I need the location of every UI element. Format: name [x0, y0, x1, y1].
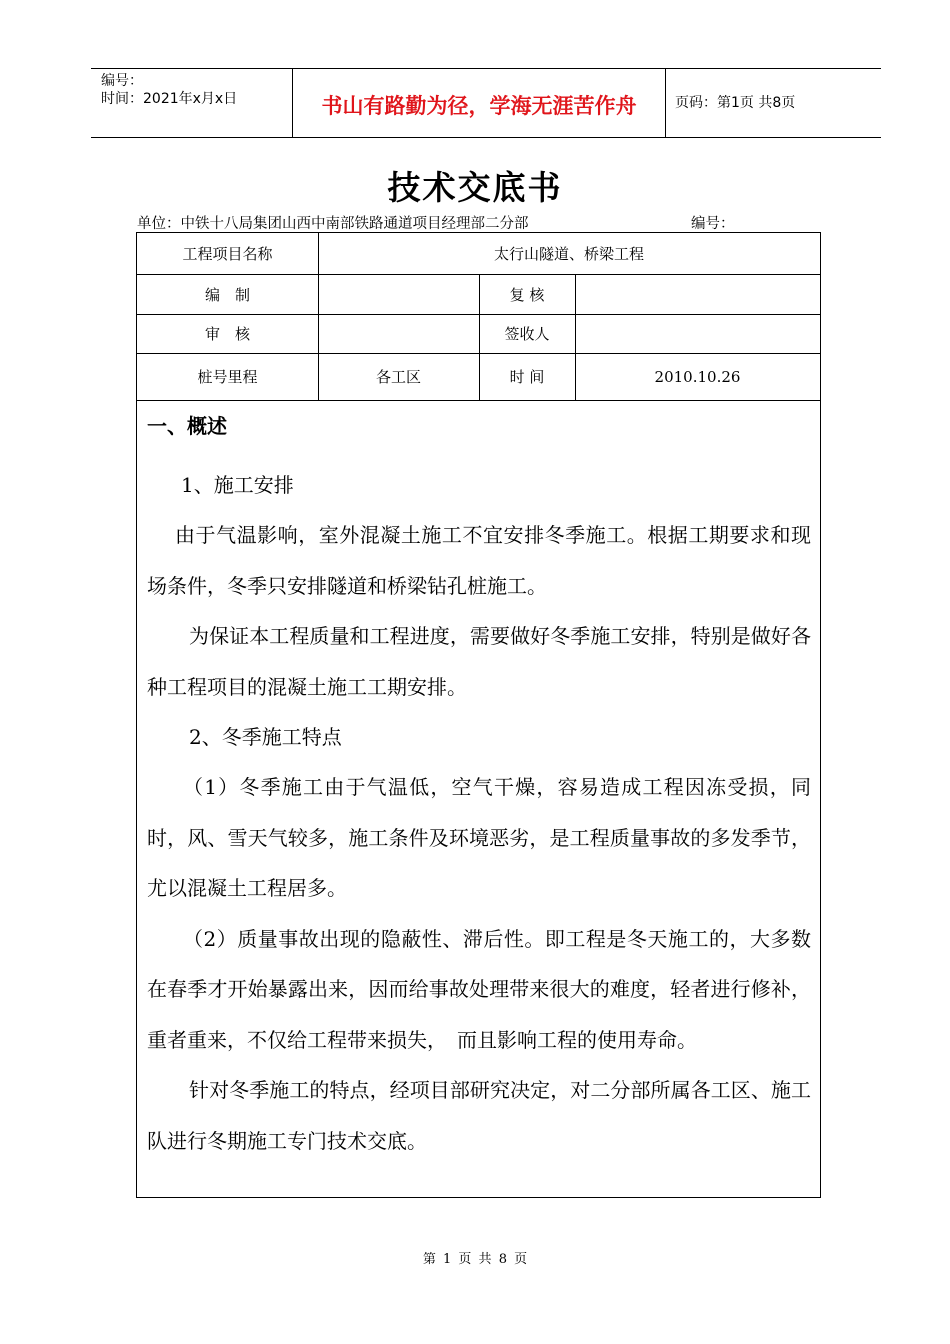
disclosure-table: [136, 232, 821, 1198]
paragraph: （1）冬季施工由于气温低，空气干燥，容易造成工程因冻受损，同时，风、雪天气较多，施工条件及环境恶劣，是工程质量事故的多发季节，尤以混凝土工程居多。: [147, 775, 811, 900]
header-divider: [665, 69, 666, 137]
time-value: 2010.10.26: [654, 367, 741, 386]
unit-line: 单位：中铁十八局集团山西中南部铁路通道项目经理部二分部: [137, 216, 529, 232]
recheck-value: [575, 274, 820, 314]
paragraph: 针对冬季施工的特点，经项目部研究决定，对二分部所属各工区、施工队进行冬期施工专门技术交底。: [147, 1078, 811, 1153]
header-motto: 书山有路勤为径，学海无涯苦作舟: [321, 94, 637, 118]
review-value: [318, 314, 479, 353]
mileage-label: 桩号里程: [197, 368, 258, 386]
receiver-value: [575, 314, 820, 353]
document-number-label: 编号：: [691, 216, 735, 232]
paragraph: （2）质量事故出现的隐蔽性、滞后性。即工程是冬天施工的，大多数在春季才开始暴露出来，因而给事故处理带来很大的难度，轻者进行修补，重者重来，不仅给工程带来损失， 而且影响工程的使用寿命。: [147, 926, 811, 1052]
content-body: [147, 409, 811, 1166]
section-title: 一、概述: [147, 414, 227, 438]
receiver-label: 签收人: [504, 325, 550, 343]
header-page-label: 页码：第1页 共8页: [675, 95, 796, 111]
page-header: [91, 68, 881, 138]
paragraph: 由于气温影响，室外混凝土施工不宜安排冬季施工。根据工期要求和现场条件，冬季只安排隧道和桥梁钻孔桩施工。: [147, 523, 811, 598]
header-time-label: 时间：2021年x月x日: [101, 91, 238, 107]
review-label: 审 核: [204, 325, 250, 343]
mileage-value: 各工区: [375, 368, 421, 386]
header-number-label: 编号：: [101, 73, 143, 89]
page-footer: 第 1 页 共 8 页: [422, 1252, 528, 1267]
subheading-arrangement: 1、施工安排: [181, 473, 294, 497]
project-name-value: 太行山隧道、桥梁工程: [493, 245, 644, 263]
subheading-characteristics: 2、冬季施工特点: [189, 725, 342, 749]
project-name-label: 工程项目名称: [182, 245, 273, 263]
paragraph: 为保证本工程质量和工程进度，需要做好冬季施工安排，特别是做好各种工程项目的混凝土施工工期安排。: [147, 624, 811, 699]
row-divider: [137, 400, 820, 401]
compiler-value: [318, 274, 479, 314]
time-label: 时 间: [509, 368, 545, 386]
compiler-label: 编 制: [204, 285, 250, 304]
document-title: 技术交底书: [387, 168, 563, 207]
recheck-label: 复 核: [509, 285, 545, 304]
header-meta: [101, 72, 237, 108]
